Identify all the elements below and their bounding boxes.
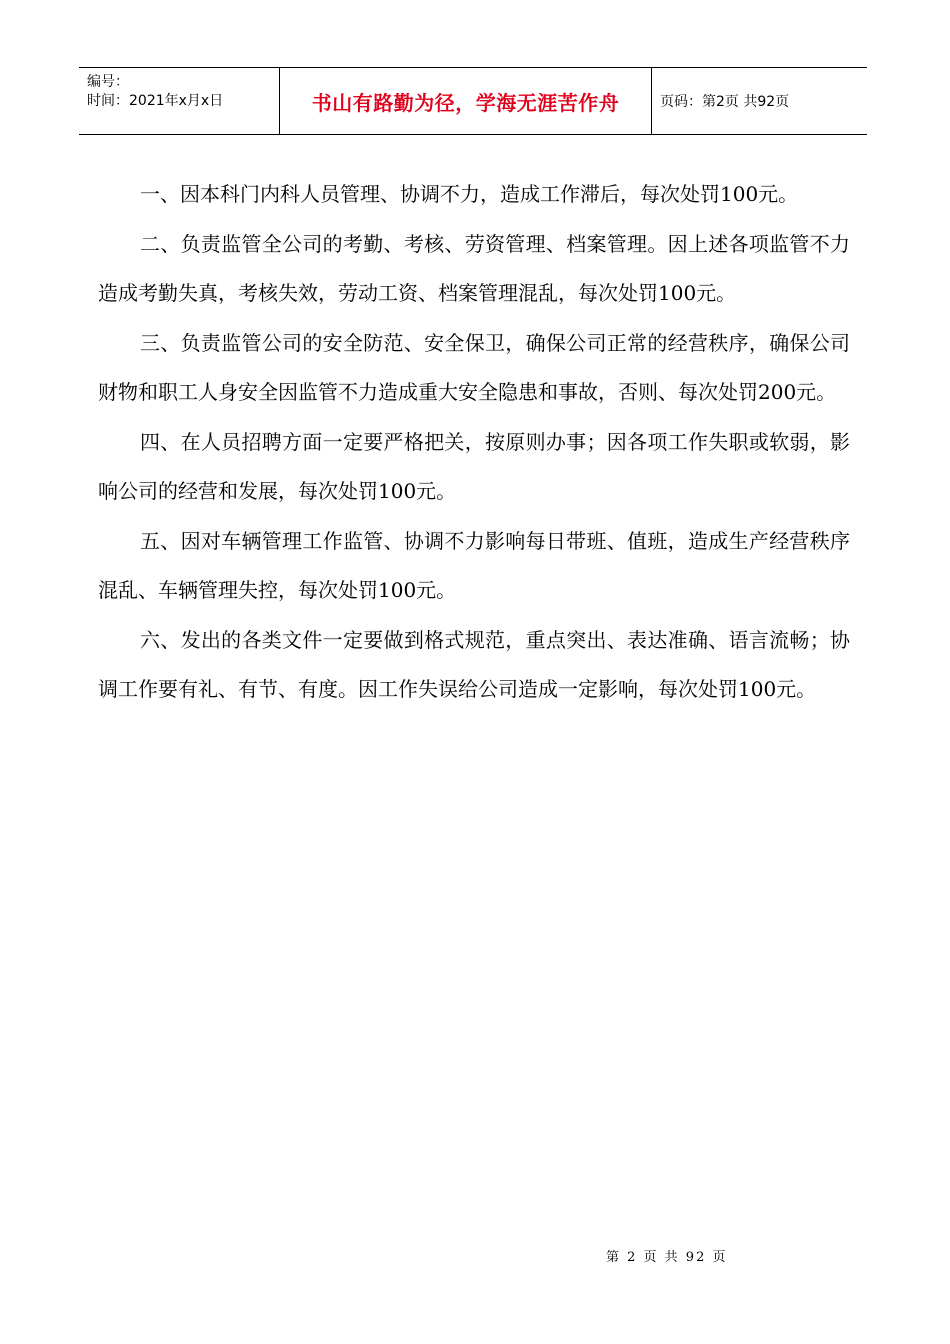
paragraph-3: 三、负责监管公司的安全防范、安全保卫，确保公司正常的经营秩序，确保公司财物和职工人身安全因监管不力造成重大安全隐患和事故，否则、每次处罚200元。 xyxy=(98,330,850,404)
document-body xyxy=(98,170,850,715)
header-page-code: 页码：第2页 共92页 xyxy=(660,94,790,110)
paragraph-6: 六、发出的各类文件一定要做到格式规范，重点突出、表达准确、语言流畅；协调工作要有礼、有节、有度。因工作失误给公司造成一定影响，每次处罚100元。 xyxy=(98,627,850,701)
document-time-label: 时间：2021年x月x日 xyxy=(87,93,224,109)
page-footer: 第 2 页 共 92 页 xyxy=(606,1250,728,1265)
paragraph-4: 四、在人员招聘方面一定要严格把关，按原则办事；因各项工作失职或软弱，影响公司的经营和发展，每次处罚100元。 xyxy=(98,429,850,503)
page-header xyxy=(79,67,867,135)
header-meta xyxy=(79,68,280,134)
paragraph-2: 二、负责监管全公司的考勤、考核、劳资管理、档案管理。因上述各项监管不力造成考勤失真，考核失效，劳动工资、档案管理混乱，每次处罚100元。 xyxy=(98,231,850,305)
header-motto: 书山有路勤为径，学海无涯苦作舟 xyxy=(280,68,652,134)
paragraph-1: 一、因本科门内科人员管理、协调不力，造成工作滞后，每次处罚100元。 xyxy=(140,182,799,206)
document-number-label: 编号： xyxy=(87,74,129,90)
paragraph-5: 五、因对车辆管理工作监管、协调不力影响每日带班、值班，造成生产经营秩序混乱、车辆管理失控，每次处罚100元。 xyxy=(98,528,850,602)
